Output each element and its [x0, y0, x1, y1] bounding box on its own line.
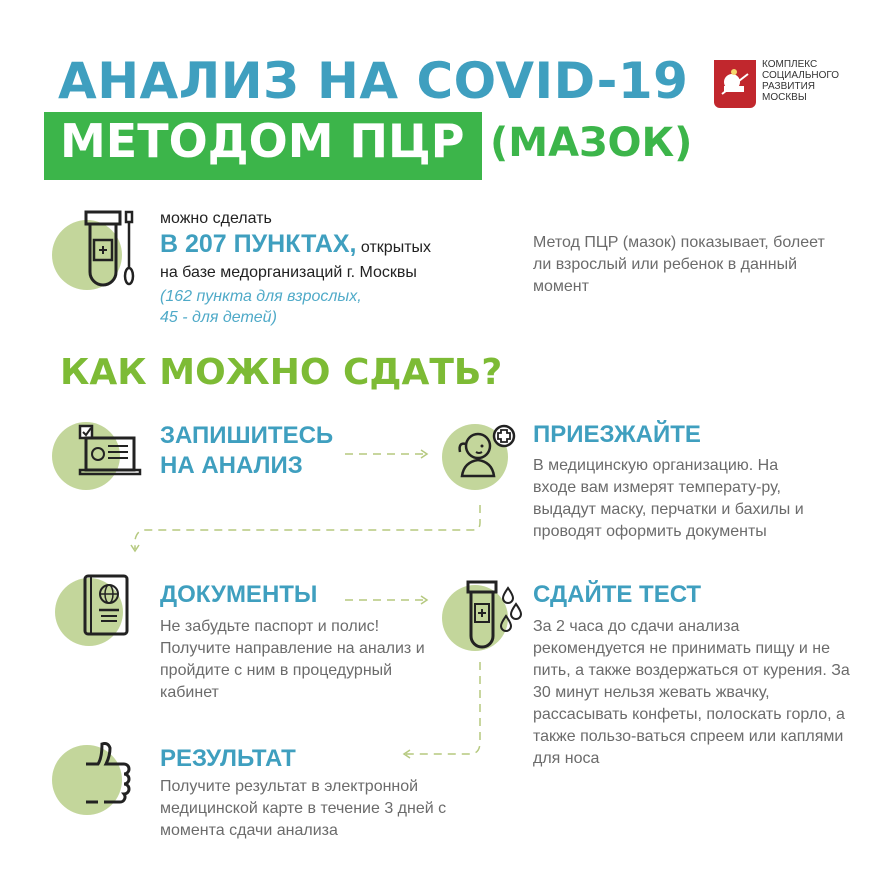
- arrow-right-icon: [345, 448, 435, 460]
- intro-note-1: (162 пункта для взрослых,: [160, 288, 362, 305]
- arrow-down-left-icon: [125, 505, 495, 555]
- step-3-title: ДОКУМЕНТЫ: [160, 581, 318, 608]
- laptop-icon: [78, 424, 142, 480]
- step-2-title: ПРИЕЗЖАЙТЕ: [533, 421, 701, 448]
- method-description: Метод ПЦР (мазок) показывает, болеет ли взрослый или ребенок в данный момент: [533, 234, 825, 295]
- title-suffix: (МАЗОК): [490, 120, 693, 166]
- logo-text: КОМПЛЕКС СОЦИАЛЬНОГО РАЗВИТИЯ МОСКВЫ: [762, 59, 840, 103]
- intro-line-2: В 207 ПУНКТАХ, открытых: [160, 230, 432, 258]
- step-4-text: За 2 часа до сдачи анализа рекомендуется не принимать пищу и не пить, а также воздержаться от курения. За 30 минут нельзя жевать жвачку, рассасывать конфеты, полоскать горло, а также пользо-ваться спреем или каплями для носа: [533, 618, 850, 767]
- moscow-coat-of-arms-icon: [714, 60, 756, 108]
- step-5-text: Получите результат в электронной медицинской карте в течение 3 дней с момента сдачи анализа: [160, 778, 447, 839]
- step-1-title-line-1: ЗАПИШИТЕСЬ: [160, 422, 334, 449]
- test-tube-swab-icon: [84, 210, 144, 290]
- step-4-title: СДАЙТЕ ТЕСТ: [533, 581, 702, 608]
- girl-medical-icon: [452, 424, 522, 484]
- arrow-down-left-icon: [398, 662, 488, 762]
- intro-line-1: можно сделать: [160, 210, 272, 227]
- title-line-2: МЕТОДОМ ПЦР: [60, 114, 465, 168]
- section-title: КАК МОЖНО СДАТЬ?: [60, 352, 503, 393]
- arrow-right-icon: [345, 594, 435, 606]
- points-count: В 207 ПУНКТАХ,: [160, 230, 357, 258]
- thumbs-up-icon: [84, 740, 134, 806]
- step-2-text: В медицинскую организацию. На входе вам измерят температу-ру, выдадут маску, перчатки и бахилы и проводят оформить документы: [533, 457, 804, 540]
- title-line-1: АНАЛИЗ НА COVID-19: [58, 52, 689, 110]
- intro-note-2: 45 - для детей): [160, 309, 277, 326]
- step-3-text: Не забудьте паспорт и полис! Получите направление на анализ и пройдите с ним в процедурный кабинет: [160, 618, 425, 701]
- test-tube-icon: [466, 580, 526, 654]
- passport-icon: [83, 574, 129, 638]
- step-5-title: РЕЗУЛЬТАТ: [160, 745, 296, 772]
- intro-line-3: на базе медорганизаций г. Москвы: [160, 264, 417, 281]
- step-1-title-line-2: НА АНАЛИЗ: [160, 452, 303, 479]
